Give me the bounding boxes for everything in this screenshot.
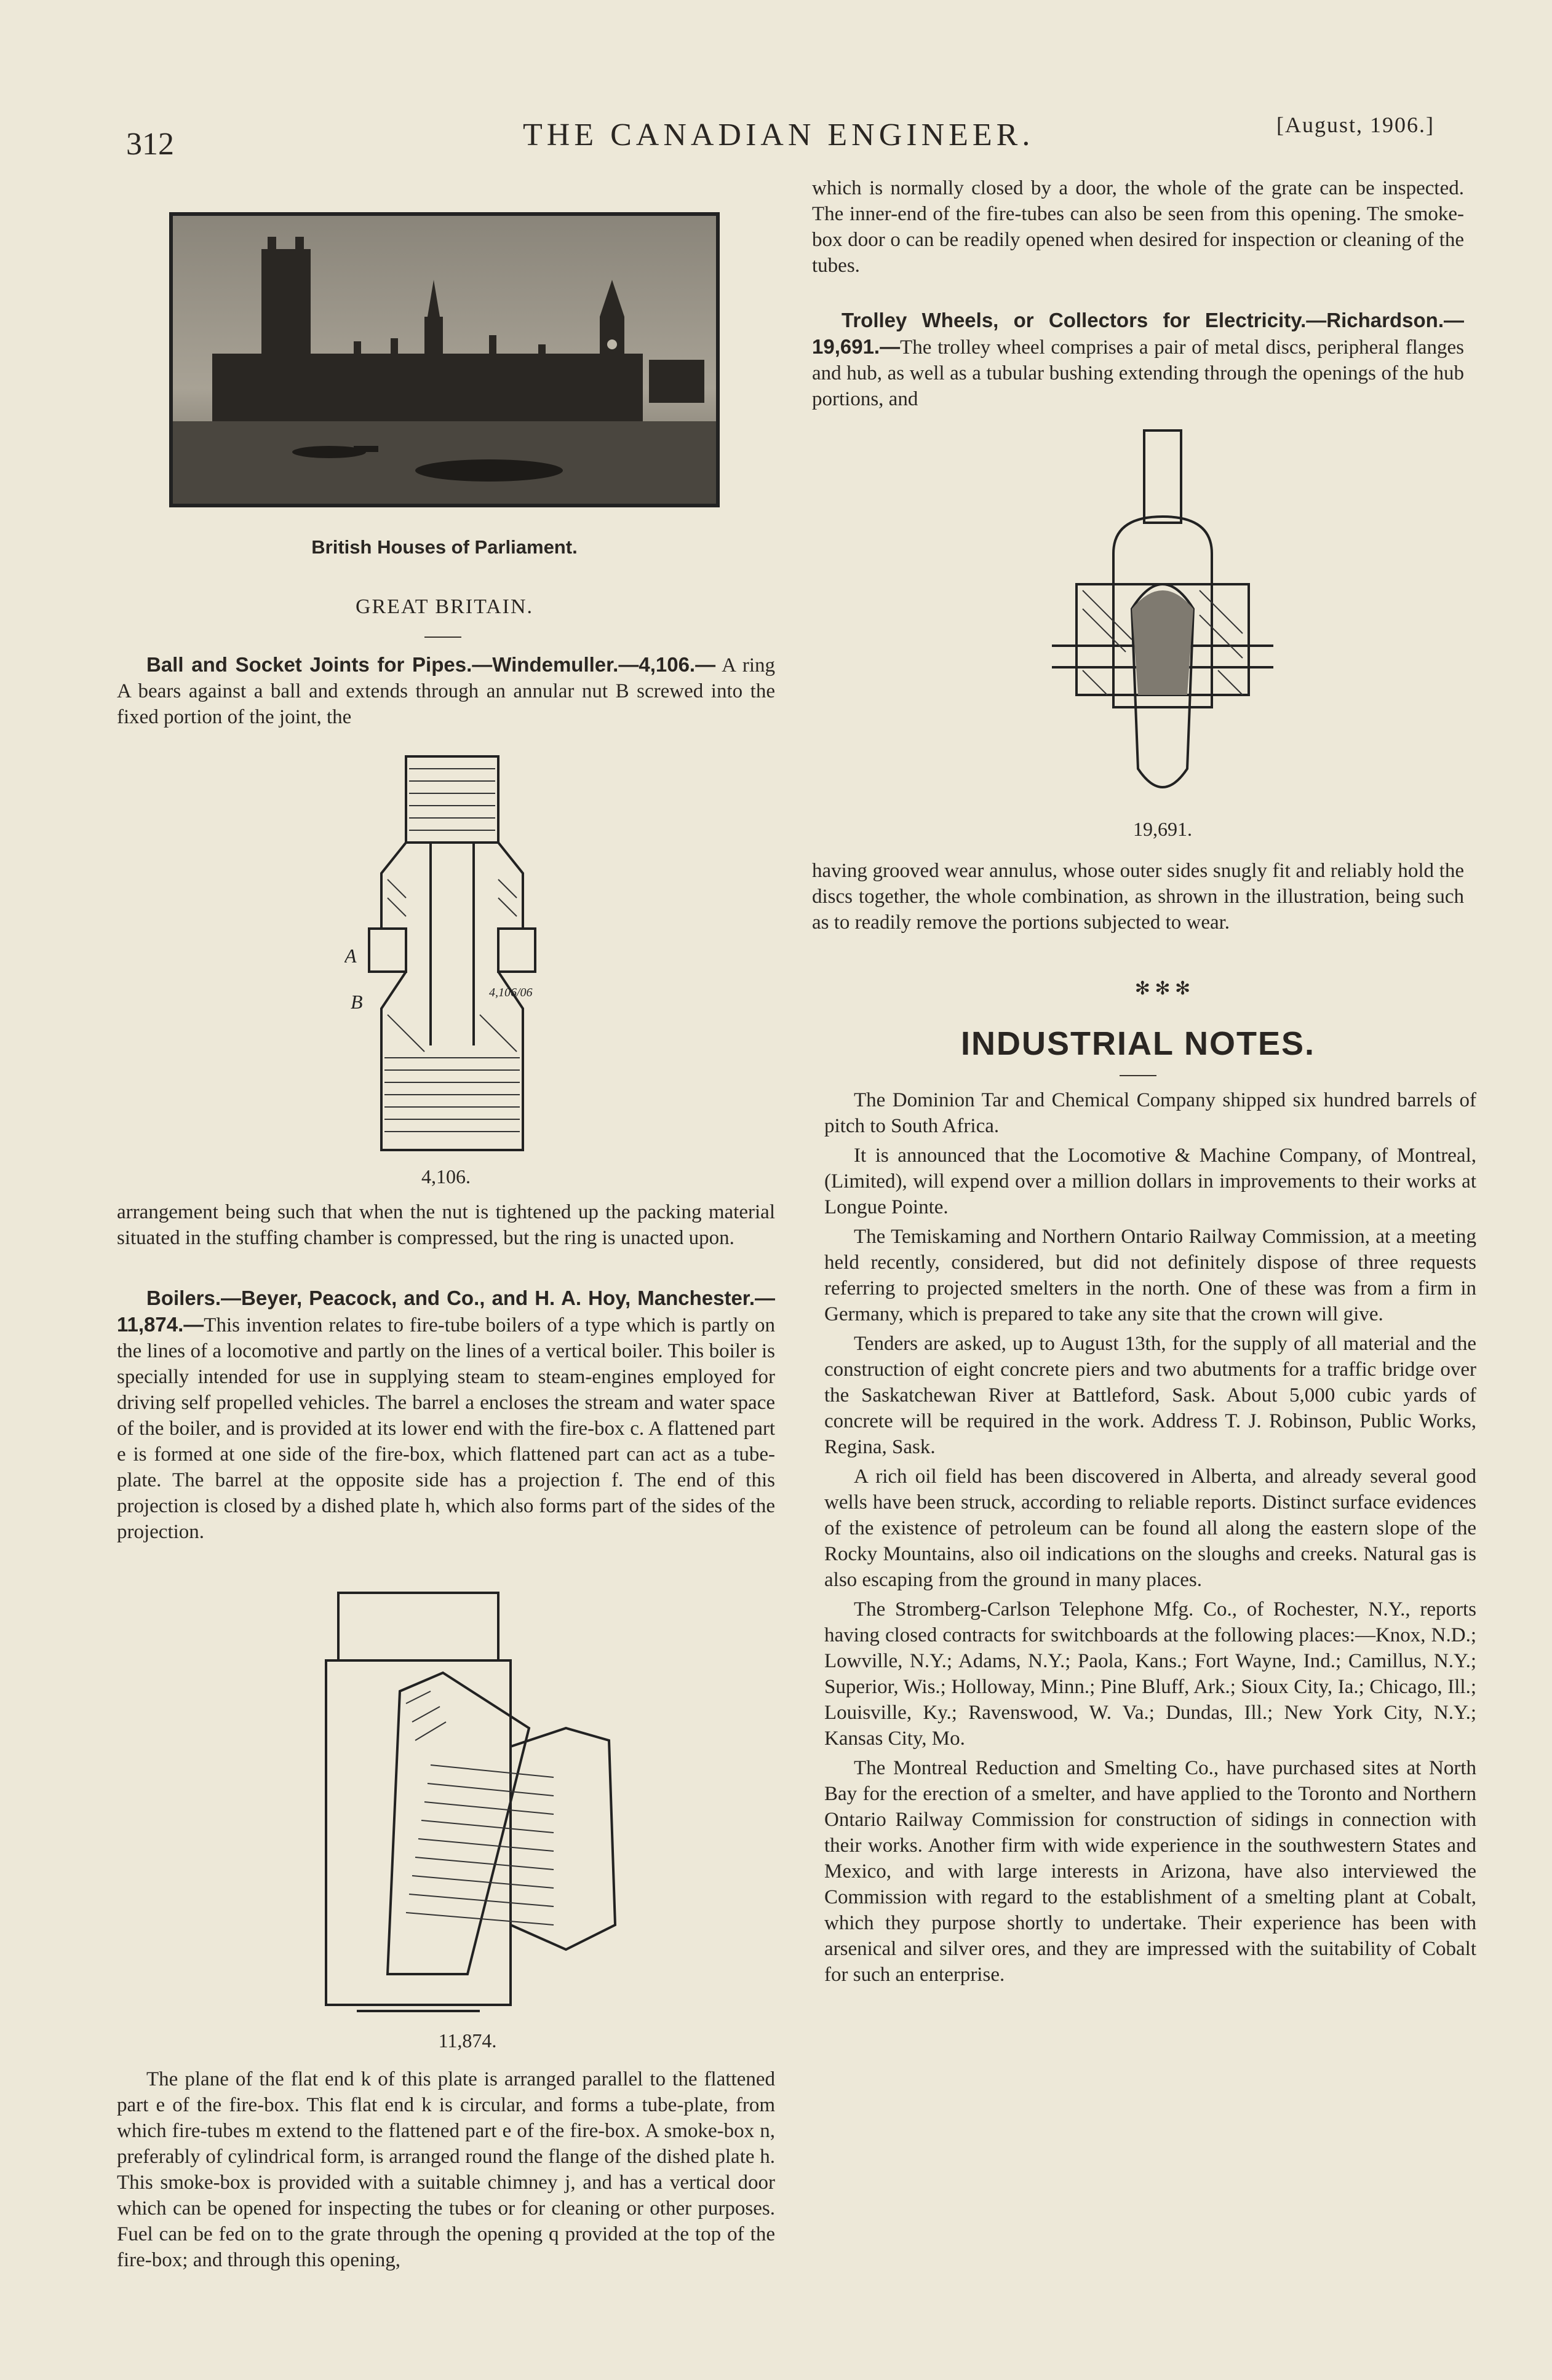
- section-heading-industrial-notes: INDUSTRIAL NOTES.: [960, 1025, 1316, 1062]
- parliament-photo: [169, 212, 720, 507]
- pipe-joint-figure: [344, 750, 547, 1156]
- trolley-title: Trolley Wheels, or Collectors for Electricity.—Richardson.—19,691.—: [812, 309, 1464, 358]
- ball-socket-paragraph: [117, 652, 775, 734]
- boilers-paragraph: [117, 1285, 775, 1549]
- note-item: Tenders are asked, up to August 13th, for the supply of all material and the construction of eight concrete piers and two abutments for a traffic bridge over the Saskatchewan River at Battleford, Sask. About 5,000 cubic yards of concrete will be required in the work. Address T. J. Robinson, Public Works, Regina, Sask.: [824, 1333, 1476, 1458]
- note-item: A rich oil field has been discovered in Alberta, and already several good wells have been struck, according to reliable reports. Distinct surface evidences of the existence of petroleum can be found all along the eastern slope of the Rocky Mountains, also oil indications on the sloughs and creeks. Natural gas is also escaping from the ground in many places.: [824, 1466, 1476, 1591]
- boilers-text-2: The plane of the flat end k of this plate is arranged parallel to the flattened part e of the fire-box. This flat end k is circular, and forms a tube-plate, from which fire-tubes m extend to the flattened part e of the fire-box. A smoke-box n, preferably of cylindrical form, is arranged round the flange of the dished plate h. This smoke-box is provided with a suitable chimney j, and has a vertical door which can be opened for inspecting the tubes or for cleaning or other purposes. Fuel can be fed on to the grate through the opening q provided at the top of the fire-box; and through this opening,: [117, 2068, 775, 2271]
- fig1-label-number: 4,106/06: [489, 986, 533, 999]
- fig1-label-b: B: [351, 991, 363, 1013]
- boilers-text: This invention relates to fire-tube boilers of a type which is partly on the lines of a locomotive and partly on the lines of a vertical boiler. This boiler is specially intended for use in supplying steam to steam-engines employed for driving self propelled vehicles. The barrel a encloses the stream and water space of the boiler, and is provided at its lower end with the fire-box c. A flattened part e is formed at one side of the fire-box, which flattened part can act as a tube-plate. The barrel at the opposite side has a projection f. The end of this projection is closed by a dished plate h, which also forms part of the sides of the projection.: [117, 1314, 775, 1543]
- fig1-label-a: A: [344, 945, 357, 967]
- ball-socket-continued: [117, 1199, 775, 1255]
- section-rule: [424, 637, 461, 638]
- trolley-text: The trolley wheel comprises a pair of metal discs, peripheral flanges and hub, as well as a tubular bushing extending through the openings of the hub portions, and: [812, 336, 1464, 410]
- section-ornament: ✻ ✻ ✻: [1134, 978, 1191, 999]
- trolley-text-2: having grooved wear annulus, whose outer sides snugly fit and reliably hold the discs together, the whole combination, as shrown in the illustration, being such as to readily remove the portions subjected to wear.: [812, 860, 1464, 934]
- issue-date: [August, 1906.]: [1276, 113, 1435, 137]
- note-item: The Stromberg-Carlson Telephone Mfg. Co., of Rochester, N.Y., reports having closed contracts for switchboards at the following places:—Knox, N.D.; Lowville, N.Y.; Adams, N.Y.; Paola, Kans.; Fort Wayne, Ind.; Camillus, N.Y.; Superior, Wis.; Holloway, Minn.; Pine Bluff, Ark.; Sioux City, Ia.; Chicago, Ill.; Louisville, Ky.; Ravenswood, W. Va.; Dundas, Ill.; New York City, N.Y.; Kansas City, Mo.: [824, 1598, 1476, 1750]
- industrial-notes-list: [824, 1087, 1476, 1991]
- boilers-title: Boilers.—Beyer, Peacock, and Co., and H. A. Hoy, Manchester.—11,874.—: [117, 1287, 775, 1336]
- boiler-figure: [308, 1581, 627, 2029]
- boilers-text-3: which is normally closed by a door, the whole of the grate can be inspected. The inner-end of the fire-tubes can also be seen from this opening. The smoke-box door o can be readily opened when desired for inspection or cleaning of the tubes.: [812, 177, 1464, 277]
- section-heading-great-britain: GREAT BRITAIN.: [355, 595, 534, 618]
- trolley-continued: [812, 858, 1464, 939]
- fig-19691-caption: 19,691.: [1133, 818, 1192, 840]
- note-item: The Dominion Tar and Chemical Company shipped six hundred barrels of pitch to South Africa.: [824, 1089, 1476, 1137]
- note-item: The Temiskaming and Northern Ontario Railway Commission, at a meeting held recently, considered, but did not definitely dispose of three requests referring to projected smelters in the north. One of these was from a firm in Germany, which is prepared to take any site that the crown will give.: [824, 1226, 1476, 1325]
- ball-socket-title: Ball and Socket Joints for Pipes.—Windemuller.—4,106.—: [146, 653, 716, 676]
- fig-4106-caption: 4,106.: [421, 1165, 471, 1188]
- industrial-notes-rule: [1120, 1075, 1156, 1076]
- parliament-caption: British Houses of Parliament.: [311, 536, 578, 558]
- note-item: It is announced that the Locomotive & Machine Company, of Montreal, (Limited), will expend over a million dollars in improvements to their works at Longue Pointe.: [824, 1144, 1476, 1218]
- note-item: The Montreal Reduction and Smelting Co., have purchased sites at North Bay for the erection of a smelter, and have applied to the Toronto and Northern Ontario Railway Commission for construction of sidings in connection with their works. Another firm with wide experience in the southwestern States and Mexico, and with large interests in Arizona, have also interviewed the Commission with regard to the establishment of a smelting plant at Cobalt, which they purpose shortly to undertake. Their experience has been with arsenical and silver ores, and they are impressed with the suitability of Cobalt for such an enterprise.: [824, 1757, 1476, 1986]
- trolley-paragraph: [812, 307, 1464, 416]
- boilers-continued: [117, 2066, 775, 2277]
- ball-socket-text: A ring A bears against a ball and extends through an annular nut B screwed into the fixed portion of the joint, the: [117, 654, 776, 728]
- page-number: 312: [126, 127, 174, 162]
- fig-11874-caption: 11,874.: [438, 2029, 497, 2052]
- ball-socket-text-2: arrangement being such that when the nut is tightened up the packing material situated in the stuffing chamber is compressed, but the ring is unacted upon.: [117, 1201, 775, 1249]
- journal-title: THE CANADIAN ENGINEER.: [523, 117, 1035, 153]
- trolley-wheel-figure: [1040, 424, 1286, 812]
- right-top-paragraph: [812, 175, 1464, 282]
